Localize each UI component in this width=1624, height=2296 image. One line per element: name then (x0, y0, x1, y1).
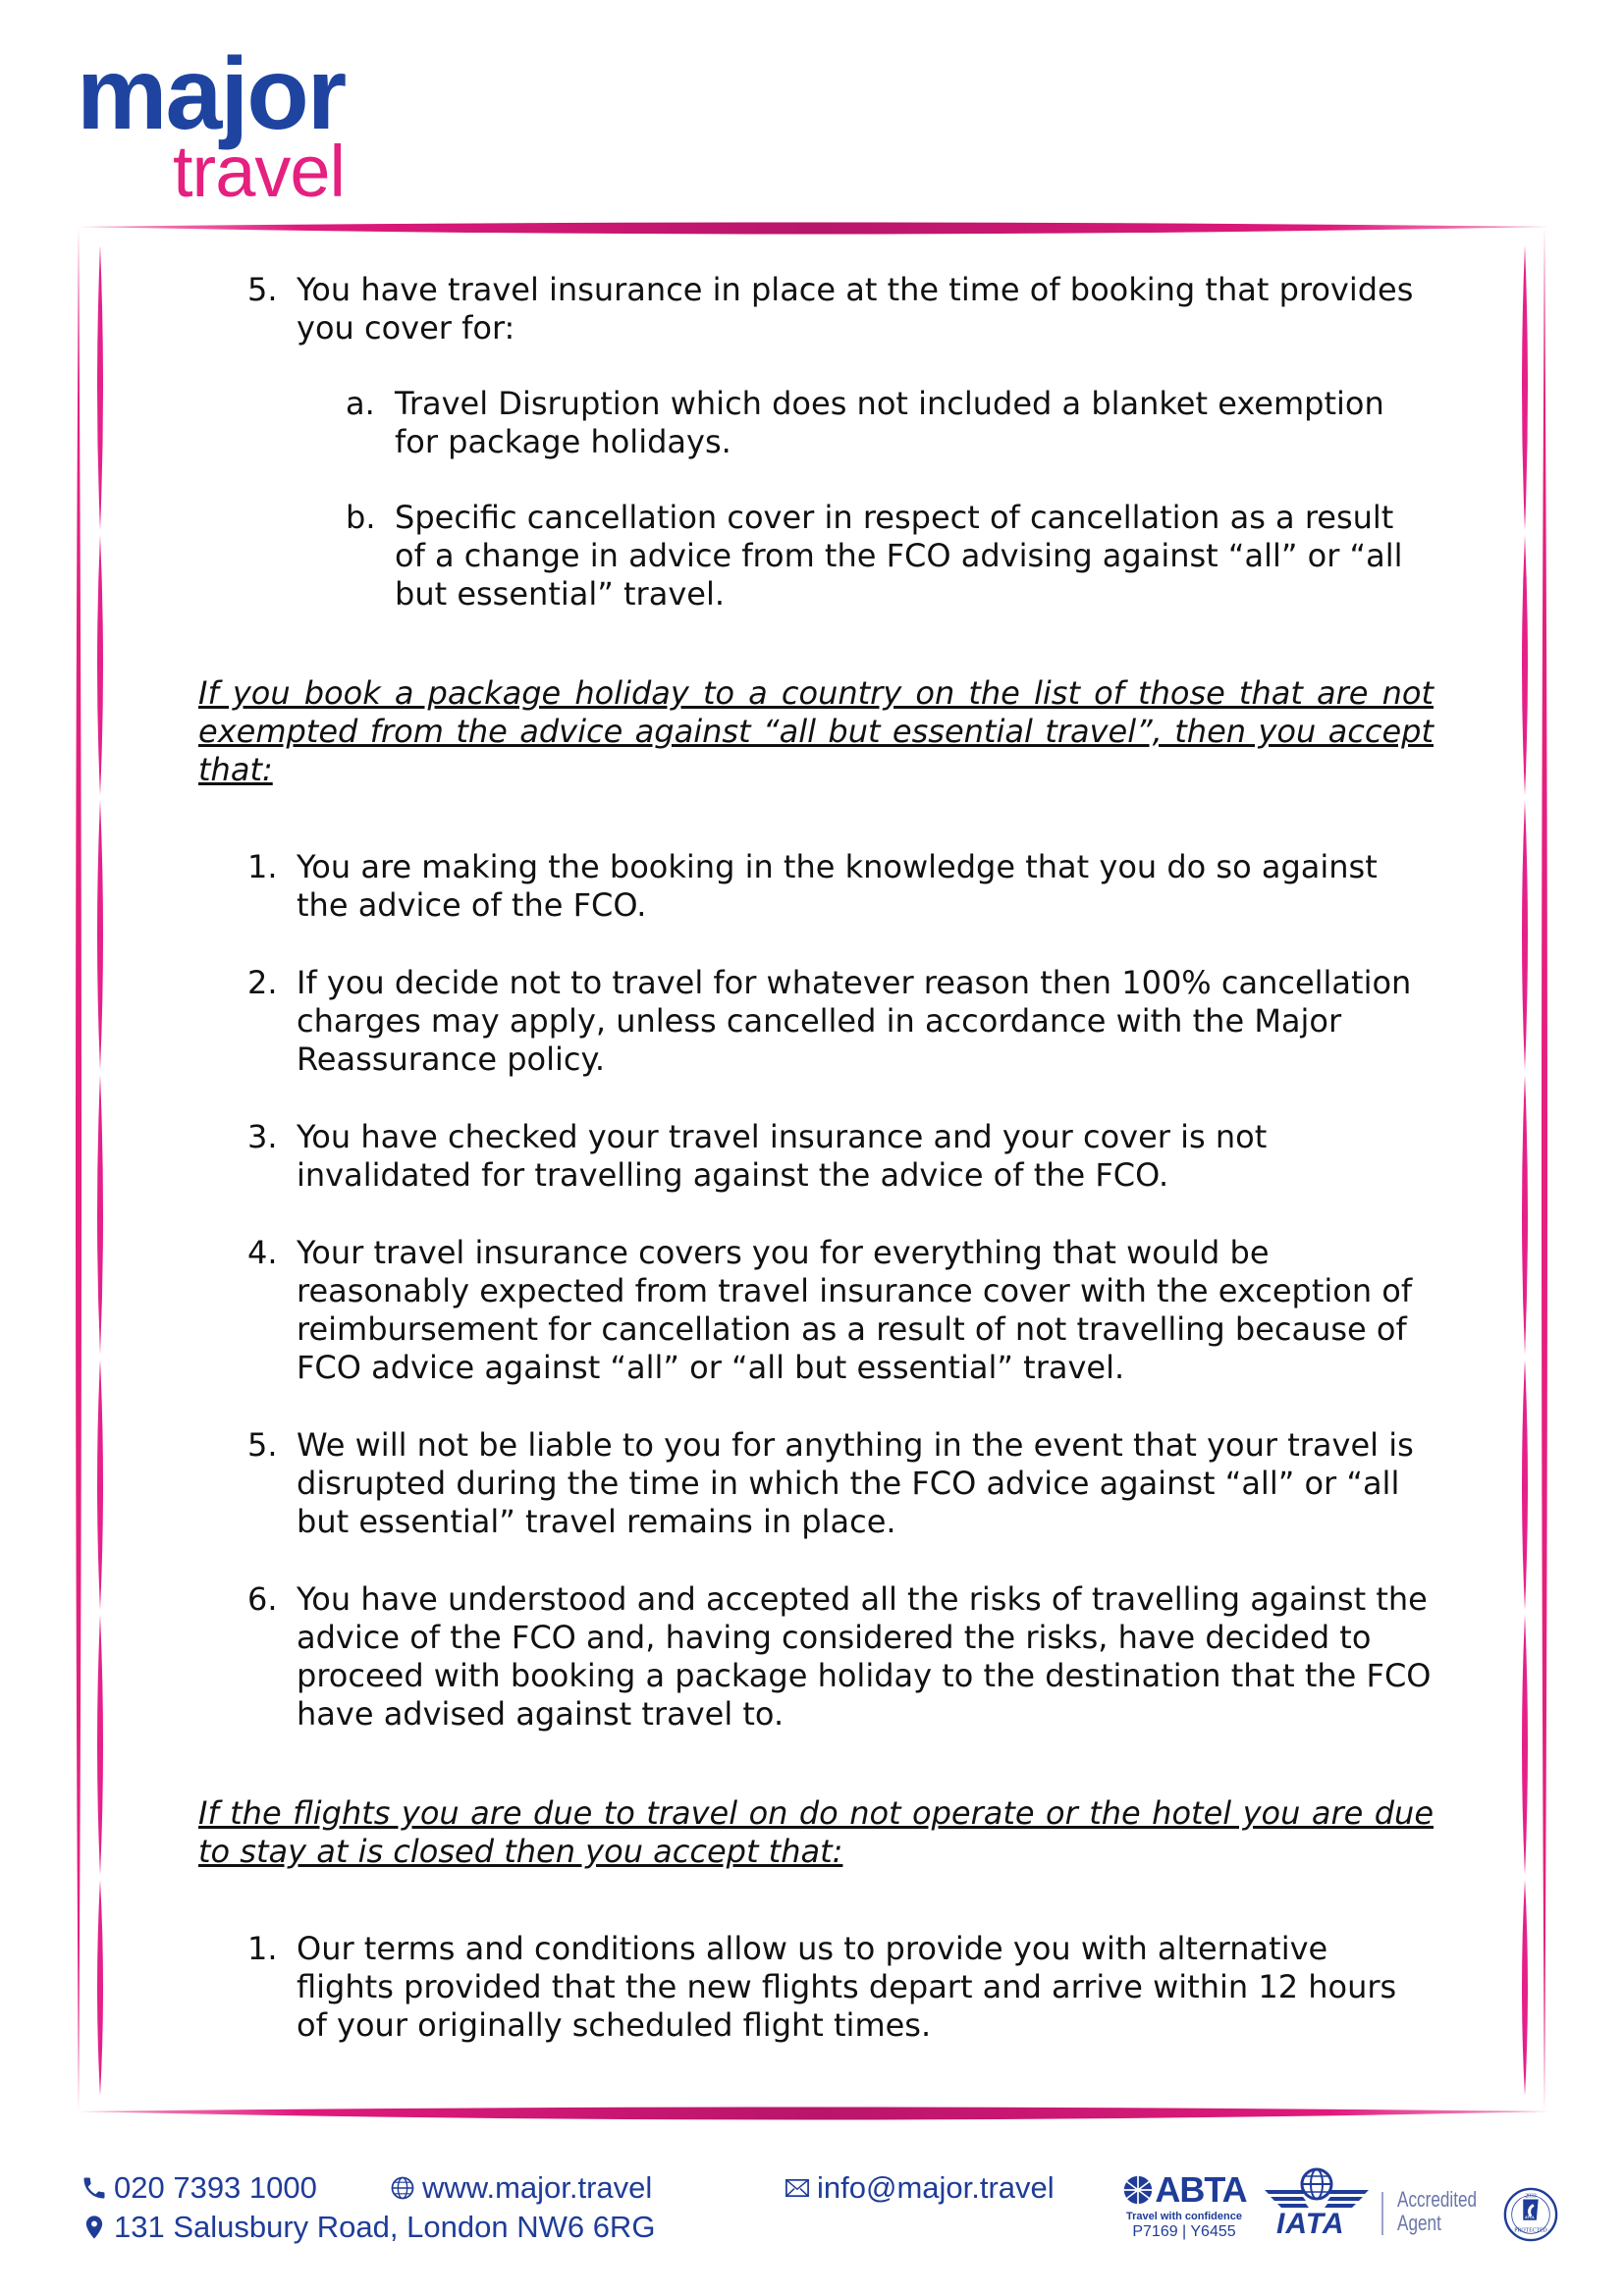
section-heading-flights-hotel: If the flights you are due to travel on do not operate or the hotel you are due to stay at is closed then you accept that: (198, 1794, 1434, 1870)
abta-globe-icon (1121, 2173, 1155, 2207)
section-heading-fco-advice: If you book a package holiday to a country on the list of those that are not exempted from the advice against “all but essential travel”, then you accept that: (198, 674, 1434, 788)
frame-right-strokes (1522, 245, 1528, 2096)
list-item-text: You are making the booking in the knowledge that you do so against the advice of the FCO. (297, 848, 1378, 924)
frame-left-stroke-2 (97, 535, 103, 795)
list-marker: 2. (247, 964, 278, 1001)
footer-phone[interactable] (81, 2170, 317, 2206)
sub-list-item-text: Travel Disruption which does not included a blanket exemption for package holidays. (395, 385, 1384, 460)
phone-icon (81, 2173, 108, 2203)
frame-right-stroke-3 (1522, 800, 1528, 1070)
iata-globe-wings-icon (1263, 2164, 1371, 2214)
footer-address (81, 2210, 655, 2245)
website-link: www.major.travel (422, 2170, 653, 2205)
list-marker: 3. (247, 1118, 278, 1155)
sub-list-marker: a. (346, 385, 375, 422)
frame-left-strokes (97, 245, 103, 2096)
footer-website[interactable] (389, 2170, 652, 2206)
logo-travel-text: travel (173, 131, 345, 212)
list-marker: 5. (247, 271, 278, 308)
frame-right-stroke-5 (1522, 1360, 1528, 1610)
major-travel-logo (77, 37, 391, 212)
frame-right-stroke-2 (1522, 535, 1528, 795)
list-item (198, 1930, 1434, 2045)
list-item (198, 1580, 1434, 1734)
frame-left-stroke-7 (97, 1880, 103, 2096)
frame-left-stroke-6 (97, 1615, 103, 1875)
phone-number: 020 7393 1000 (114, 2170, 317, 2205)
sub-list-marker: b. (346, 499, 376, 536)
abta-badge (1120, 2169, 1248, 2241)
accredited-line: Accredited (1397, 2187, 1478, 2212)
frame-left-stroke-4 (97, 1075, 103, 1355)
list-item (198, 964, 1434, 1079)
list-item-text: If you decide not to travel for whatever reason then 100% cancellation charges may apply, unless cancelled in accordance with the Major Reassurance policy. (297, 964, 1412, 1078)
map-pin-icon (81, 2213, 108, 2242)
list-item-text: You have checked your travel insurance and your cover is not invalidated for travelling against the advice of the FCO. (297, 1118, 1268, 1194)
frame-left-stroke-5 (97, 1360, 103, 1610)
frame-right-stroke-1 (1522, 245, 1528, 530)
document-body (198, 271, 1434, 2045)
frame-right-stroke-6 (1522, 1615, 1528, 1875)
list-item (198, 1234, 1434, 1387)
sub-list-item-text: Specific cancellation cover in respect of cancellation as a result of a change in advice from the FCO advising against “all” or “all but essential” travel. (395, 499, 1403, 613)
frame-left-stroke-3 (97, 800, 103, 1070)
logo-major-text: major (77, 37, 346, 151)
frame-top-stroke (79, 223, 1549, 235)
frame-right-stroke-4 (1522, 1075, 1528, 1355)
list-item-text: Our terms and conditions allow us to provide you with alternative flights provided that the new flights depart and arrive within 12 hours of your originally scheduled flight times. (297, 1930, 1397, 2044)
abta-codes: P7169 | Y6455 (1132, 2223, 1236, 2240)
atol-label: PROTECTED (1514, 2227, 1547, 2234)
accreditation-divider (1381, 2192, 1383, 2235)
frame-right-stroke-7 (1522, 1880, 1528, 2096)
list-marker: 6. (247, 1580, 278, 1618)
frame-right-outer-line (1542, 228, 1547, 2110)
email-link: info@major.travel (817, 2170, 1055, 2205)
atol-number: 2933 (1525, 2193, 1537, 2200)
iata-badge (1263, 2164, 1371, 2243)
iata-name: IATA (1276, 2208, 1345, 2240)
frame-left-outer-line (76, 228, 81, 2110)
list-marker: 4. (247, 1234, 278, 1271)
agent-line: Agent (1397, 2211, 1441, 2235)
list-item-text: You have travel insurance in place at the time of booking that provides you cover for: (297, 271, 1414, 347)
abta-name: ABTA (1155, 2169, 1247, 2210)
address-text: 131 Salusbury Road, London NW6 6RG (114, 2210, 656, 2244)
accredited-agent-label (1397, 2188, 1477, 2235)
list-item (198, 848, 1434, 925)
list-item (198, 1118, 1434, 1195)
list-item-text: We will not be liable to you for anything in the event that your travel is disrupted during the time in which the FCO advice against “all” or “all but essential” travel remains in place. (297, 1426, 1414, 1540)
frame-bottom-stroke (79, 2108, 1549, 2120)
list-item-text: Your travel insurance covers you for everything that would be reasonably expected from travel insurance cover with the exception of reimbursement for cancellation as a result of not travelling because of FCO advice against “all” or “all but essential” travel. (297, 1234, 1413, 1386)
list-item (198, 1426, 1434, 1541)
sub-list-item (198, 499, 1434, 614)
footer-email[interactable] (784, 2170, 1055, 2206)
abta-tagline: Travel with confidence (1126, 2211, 1242, 2222)
sub-list-item (198, 385, 1434, 461)
footer (77, 2164, 1569, 2253)
list-item (198, 271, 1434, 347)
list-marker: 1. (247, 848, 278, 885)
envelope-icon (784, 2173, 811, 2203)
globe-icon (389, 2173, 416, 2203)
list-marker: 5. (247, 1426, 278, 1464)
frame-left-stroke-1 (97, 245, 103, 530)
atol-protected-badge (1502, 2186, 1559, 2243)
list-item-text: You have understood and accepted all the risks of travelling against the advice of the FCO and, having considered the risks, have decided to proceed with booking a package holiday to the destination that the FCO have advised against travel to. (297, 1580, 1432, 1733)
atol-name: ATOL (1524, 2215, 1536, 2219)
list-marker: 1. (247, 1930, 278, 1967)
